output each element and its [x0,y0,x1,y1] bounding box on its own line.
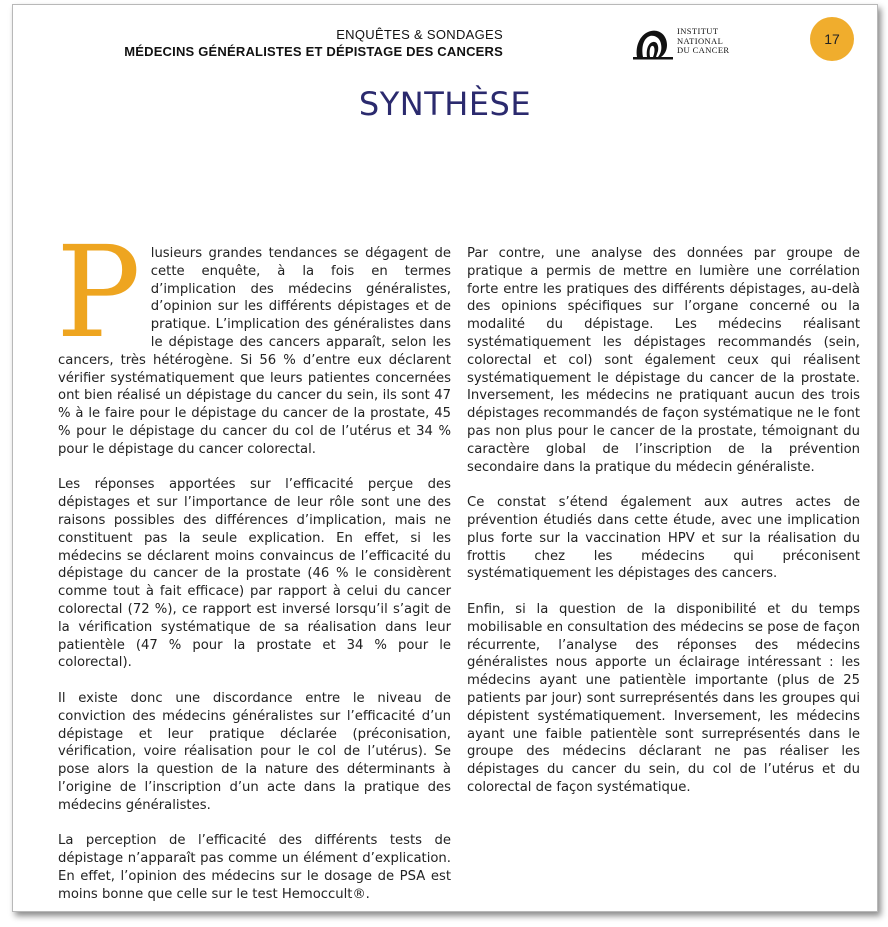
logo-text-line2: NATIONAL [677,35,724,46]
page-number-badge: 17 [810,17,854,61]
logo-text-line3: DU CANCER [677,45,730,55]
drop-cap: P [56,219,141,366]
paragraph: La perception de l’efficacité des différents tests de dépistage n’apparaît pas comme un élément d’explication. En effet, l’opinion des médecins sur le dosage de PSA est moins bonne que celle sur le test Hemoccult®. [58,833,451,902]
header-section-label: ENQUÊTES & SONDAGES [336,27,503,42]
document-page [12,4,878,912]
institut-national-du-cancer-logo [631,23,751,65]
paragraph: Il existe donc une discordance entre le niveau de conviction des médecins généralistes sur l’efficacité d’un dépistage et leur pratique déclarée (préconisation, vérification, voire réalisation pour le col de l’utérus). Se pose alors la question de la nature des déterminants à l’origine de l’inscription d’un acte dans la pratique des médecins généralistes. [58,690,451,813]
paragraph: Les réponses apportées sur l’efficacité perçue des dépistages et sur l’importance de leur rôle sont une des raisons possibles des différences d’implication, mais ne constituent pas la seule explication. En effet, si les médecins se déclarent moins convaincus de l’efficacité du dépistage du cancer de la prostate (46 % le considèrent comme tout à fait efficace) par rapport à celui du cancer colorectal (72 %), ce rapport est inversé lorsqu’il s’agit de la vérification systématique de sa réalisation dans leur patientèle (47 % pour la prostate et 34 % pour le colorectal). [58,477,451,671]
header-report-title: MÉDECINS GÉNÉRALISTES ET DÉPISTAGE DES CANCERS [124,44,503,59]
page-title: SYNTHÈSE [358,85,532,123]
paragraph [56,219,451,459]
paragraph-text: lusieurs grandes tendances se dégagent de cette enquête, à la fois en termes d’implication des médecins généralistes, d’opinion sur les différents dépistages et de pratique. L’implication des généralistes dans le dépistage des cancers apparaît, selon les cancers, très hétérogène. Si 56 % d’entre eux déclarent vérifier systématiquement que leurs patientes concernées ont bien réalisé un dépistage du cancer du sein, ils sont 47 % à le faire pour le dépistage du cancer de la prostate, 45 % pour le dépistage du cancer du col de l’utérus et 34 % pour le dépistage du cancer colorectal. [58,246,451,457]
running-header [13,27,503,60]
logo-wordmark [677,27,729,56]
paragraph: Ce constat s’étend également aux autres actes de prévention étudiés dans cette étude, avec une implication plus forte sur la vaccination HPV et sur la réalisation du frottis chez les médecins qui préconisent systématiquement les dépistages des cancers. [467,495,860,582]
right-column [467,245,860,815]
left-column [56,219,451,921]
logo-text-line1: INSTITUT [677,26,719,36]
paragraph: Par contre, une analyse des données par groupe de pratique a permis de mettre en lumière une corrélation forte entre les pratiques des différents dépistages, au-delà des opinions spécifiques sur l’organe concerné ou la modalité du dépistage. Les médecins réalisant systématiquement les dépistages recommandés (sein, colorectal et col) sont également ceux qui réalisent systématiquement le dépistage du cancer de la prostate. Inversement, les médecins ne pratiquant aucun des trois dépistages recommandés de façon systématique ne le font pas non plus pour le cancer de la prostate, témoignant du caractère global de l’inscription de la prévention secondaire dans la pratique du médecin généraliste. [467,246,860,475]
logo-mark-icon [631,23,675,63]
paragraph: Enfin, si la question de la disponibilité et du temps mobilisable en consultation des médecins se pose de façon récurrente, l’analyse des réponses des médecins généralistes nous apporte un éclairage intéressant : les médecins ayant une patientèle importante (plus de 25 patients par jour) sont surreprésentés dans les groupes qui dépistent systématiquement. Inversement, les médecins ayant une faible patientèle sont surreprésentés dans le groupe des médecins déclarant ne pas réaliser les dépistages du cancer du sein, du col de l’utérus et du colorectal de façon systématique. [467,601,860,795]
